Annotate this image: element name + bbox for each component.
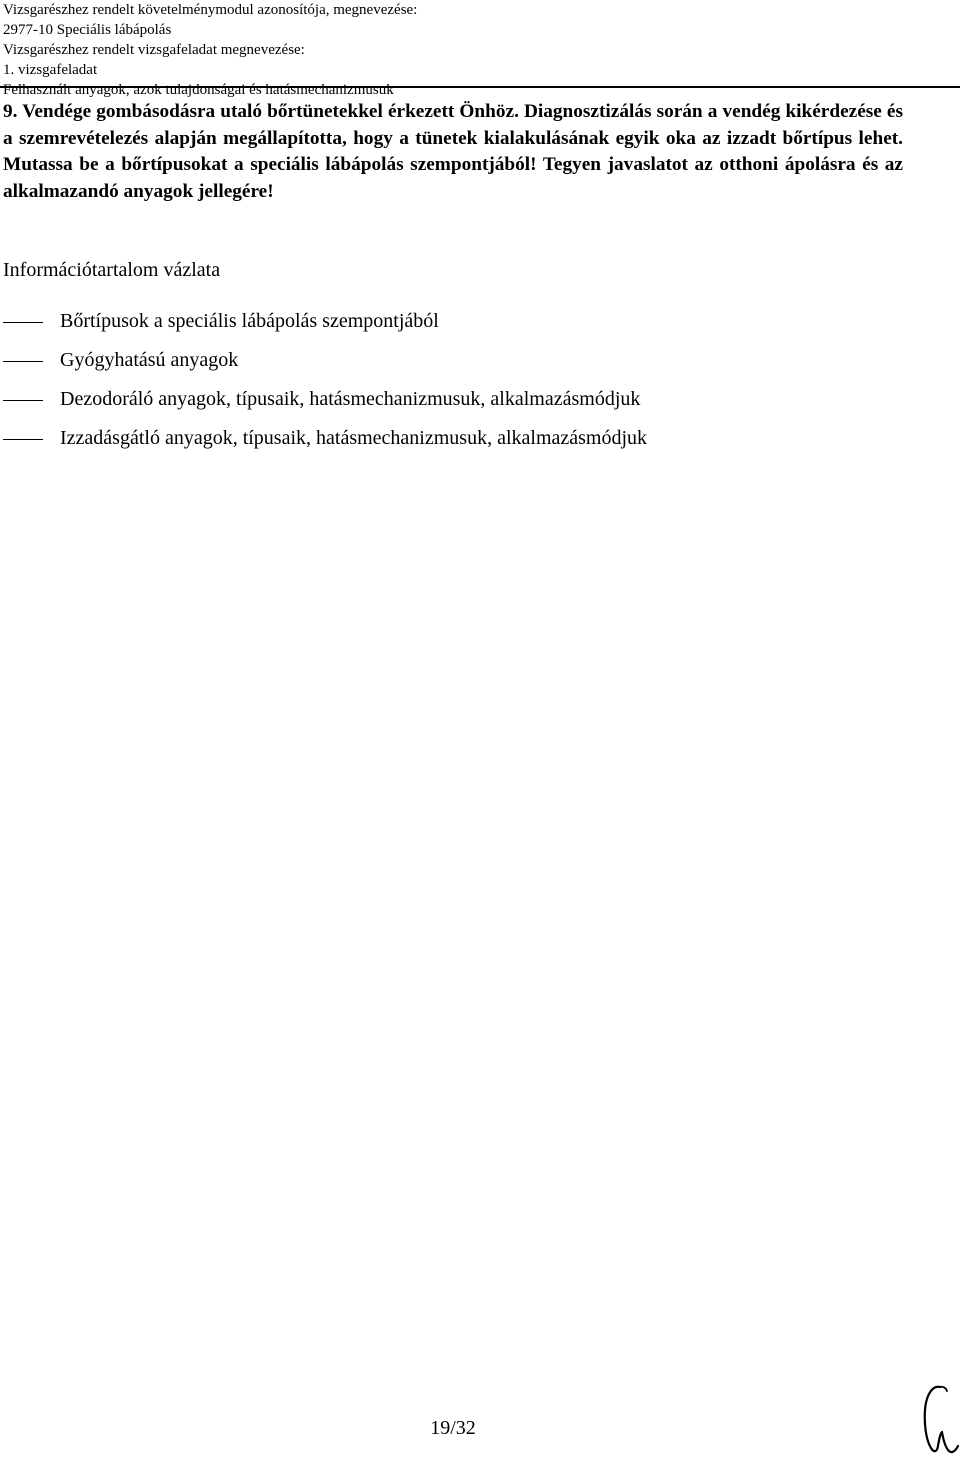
header-divider xyxy=(0,86,960,88)
document-header xyxy=(3,0,943,100)
outline-item-text: Izzadásgátló anyagok, típusaik, hatásmechanizmusuk, alkalmazásmódjuk xyxy=(60,427,648,449)
outline-item-text: Gyógyhatású anyagok xyxy=(60,349,239,371)
page-number: 19/32 xyxy=(430,1417,476,1439)
outline-item-text: Dezodoráló anyagok, típusaik, hatásmechanizmusuk, alkalmazásmódjuk xyxy=(60,388,641,410)
header-module-name: 2977-10 Speciális lábápolás xyxy=(3,22,172,38)
dash-bullet-icon xyxy=(3,361,43,362)
outline-item-text: Bőrtípusok a speciális lábápolás szempontjából xyxy=(60,310,439,332)
header-topic: Felhasznált anyagok, azok tulajdonságai és hatásmechanizmusuk xyxy=(3,82,394,98)
signature-icon xyxy=(918,1382,960,1458)
dash-bullet-icon xyxy=(3,322,43,323)
dash-bullet-icon xyxy=(3,439,43,440)
outline-title: Információtartalom vázlata xyxy=(3,259,221,281)
header-task-name: 1. vizsgafeladat xyxy=(3,62,98,78)
header-module-label: Vizsgarészhez rendelt követelménymodul azonosítója, megnevezése: xyxy=(3,2,418,18)
header-task-label: Vizsgarészhez rendelt vizsgafeladat megnevezése: xyxy=(3,42,305,58)
question-text: 9. Vendége gombásodásra utaló bőrtünetekkel érkezett Önhöz. Diagnosztizálás során a vendég kikérdezése és a szemrevételezés alapján megállapította, hogy a tünetek kialakulásának egyik oka az izzadt bőrtípus lehet. Mutassa be a bőrtípusokat a speciális lábápolás szempontjából! Tegyen javaslatot az otthoni ápolásra és az alkalmazandó anyagok jellegére! xyxy=(3,101,903,202)
dash-bullet-icon xyxy=(3,400,43,401)
